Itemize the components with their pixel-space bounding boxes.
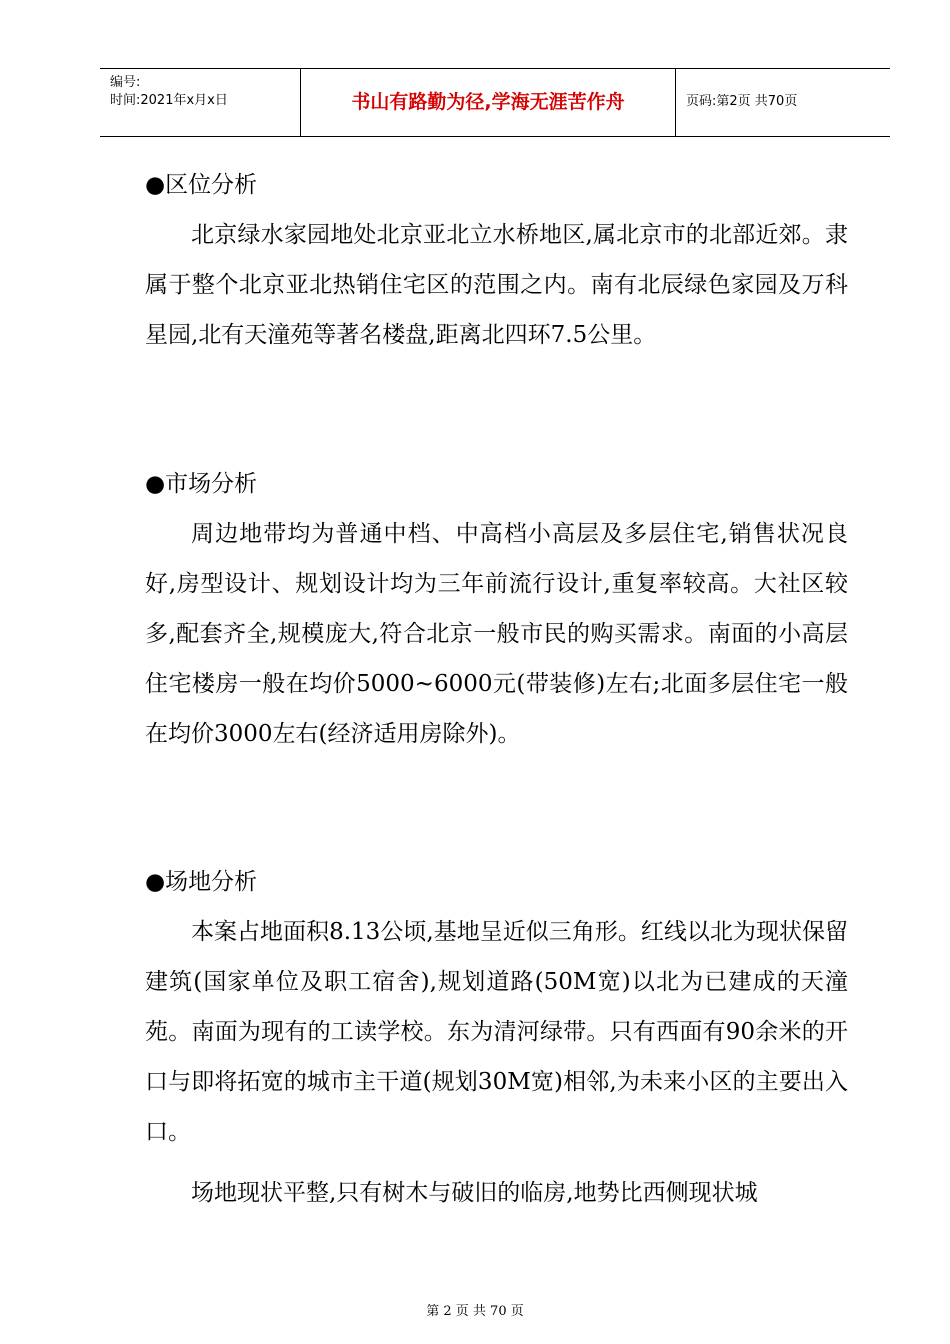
document-number-label: 编号: [110,75,141,90]
paragraph-market: 周边地带均为普通中档、中高档小高层及多层住宅,销售状况良好,房型设计、规划设计均为三年前流行设计,重复率较高。大社区较多,配套齐全,规模庞大,符合北京一般市民的购买需求。南面的小高层住宅楼房一般在均价5000~6000元(带装修)左右;北面多层住宅一般在均价3000左右(经济适用房除外)。 [145,521,848,747]
section-heading-site: ●场地分析 [145,869,258,895]
header-motto: 书山有路勤为径,学海无涯苦作舟 [351,91,625,113]
page-footer: 第 2 页 共 70 页 [426,1304,524,1319]
page-header [100,68,890,137]
document-time-label: 时间:2021年x月x日 [110,93,228,108]
header-motto-cell [301,69,676,136]
header-meta-cell [100,69,301,136]
section-heading-location: ●区位分析 [145,172,258,198]
paragraph-site-2: 场地现状平整,只有树木与破旧的临房,地势比西侧现状城 [191,1180,758,1206]
paragraph-site-1: 本案占地面积8.13公顷,基地呈近似三角形。红线以北为现状保留建筑(国家单位及职工宿舍),规划道路(50M宽)以北为已建成的天潼苑。南面为现有的工读学校。东为清河绿带。只有西面有90余米的开口与即将拓宽的城市主干道(规划30M宽)相邻,为未来小区的主要出入口。 [145,919,848,1145]
header-page-cell [676,69,890,136]
header-page-info: 页码:第2页 共70页 [686,94,798,109]
section-heading-market: ●市场分析 [145,471,258,497]
paragraph-location: 北京绿水家园地处北京亚北立水桥地区,属北京市的北部近郊。隶属于整个北京亚北热销住宅区的范围之内。南有北辰绿色家园及万科星园,北有天潼苑等著名楼盘,距离北四环7.5公里。 [145,222,848,348]
